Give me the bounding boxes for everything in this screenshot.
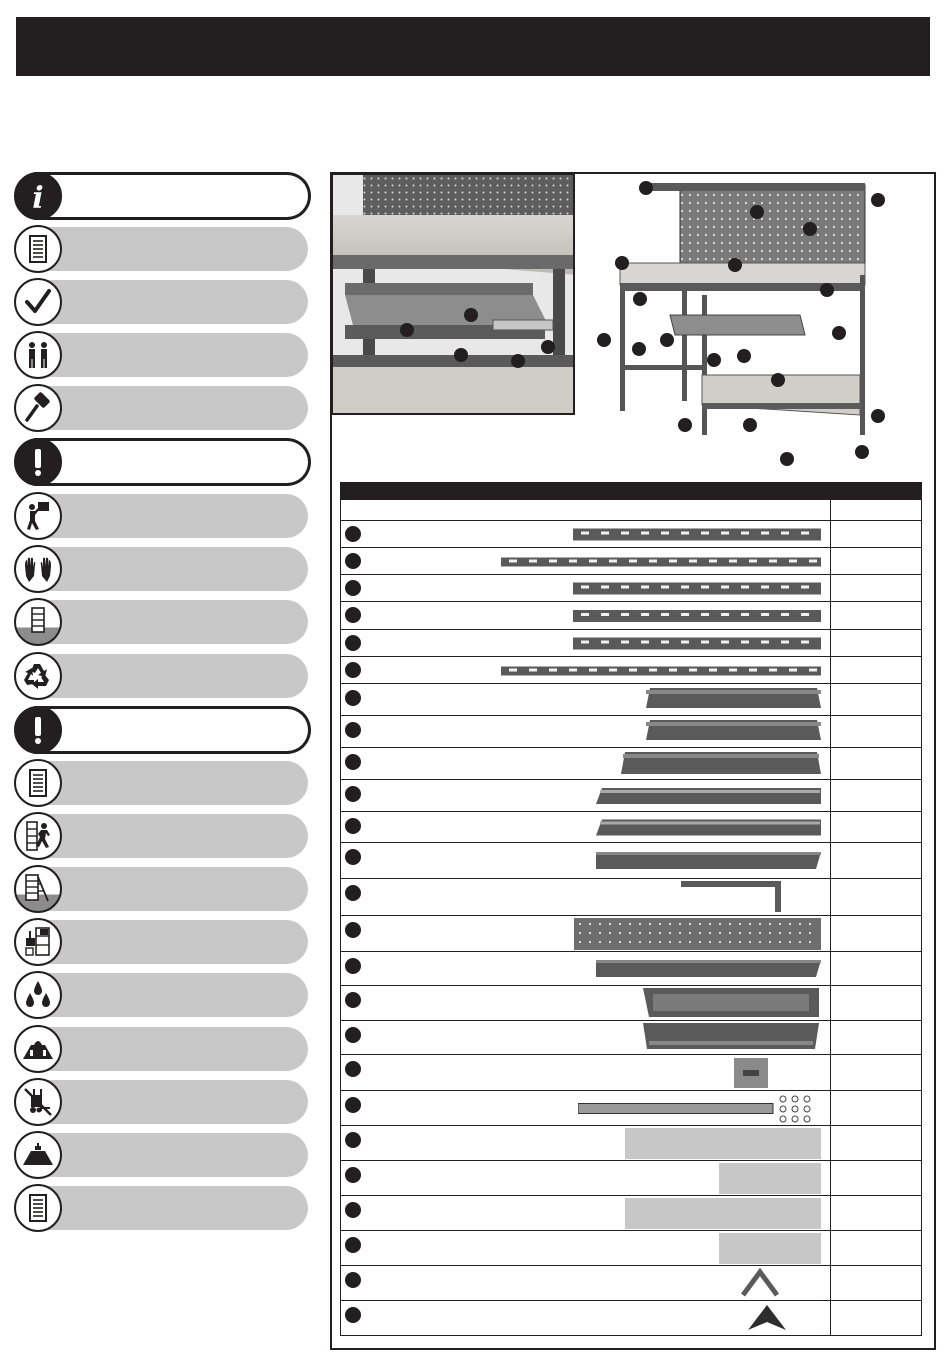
quantity-cell bbox=[831, 1055, 922, 1090]
table-row bbox=[340, 1021, 922, 1055]
table-row bbox=[340, 575, 922, 602]
part-illustration bbox=[596, 812, 821, 843]
quantity-cell bbox=[831, 1161, 922, 1195]
sidebar-item-two-people bbox=[14, 331, 308, 379]
part-number-marker bbox=[345, 786, 361, 802]
quantity-cell bbox=[831, 602, 922, 629]
table-row bbox=[340, 657, 922, 684]
table-row bbox=[340, 1231, 922, 1266]
shelf-floor-icon bbox=[14, 598, 62, 646]
part-number-marker bbox=[345, 958, 361, 974]
quantity-cell bbox=[831, 986, 922, 1020]
sidebar-item-document bbox=[14, 225, 308, 273]
sidebar-item-recycle bbox=[14, 652, 308, 700]
part-number-marker bbox=[345, 722, 361, 738]
part-number-marker bbox=[345, 818, 361, 834]
table-row bbox=[340, 521, 922, 548]
part-illustration bbox=[573, 575, 821, 602]
quantity-cell bbox=[831, 879, 922, 915]
part-number-marker bbox=[345, 662, 361, 678]
table-row bbox=[340, 1161, 922, 1196]
quantity-cell bbox=[831, 1301, 922, 1335]
sidebar-item-document-3 bbox=[14, 1184, 308, 1232]
mallet-icon bbox=[14, 384, 62, 432]
part-number-marker bbox=[345, 607, 361, 623]
sidebar-item-warning-2 bbox=[14, 706, 308, 754]
quantity-cell bbox=[831, 684, 922, 715]
sidebar-item-weight-on-shelf bbox=[14, 1131, 308, 1179]
part-illustration bbox=[573, 521, 821, 548]
weight-on-shelf-icon bbox=[14, 1131, 62, 1179]
uneven-floor-icon bbox=[14, 1025, 62, 1073]
part-number-marker bbox=[345, 635, 361, 651]
part-illustration bbox=[643, 1021, 819, 1055]
table-row bbox=[340, 716, 922, 748]
sidebar-item-shelf-floor bbox=[14, 598, 308, 646]
parts-table-header bbox=[340, 482, 922, 500]
part-number-marker bbox=[345, 922, 361, 938]
sidebar-item-load-distribution bbox=[14, 918, 308, 966]
part-number-marker bbox=[345, 580, 361, 596]
no-forklift-icon bbox=[14, 1078, 62, 1126]
quantity-cell bbox=[831, 716, 922, 747]
part-number-marker bbox=[345, 992, 361, 1008]
part-number-marker bbox=[345, 754, 361, 770]
quantity-cell bbox=[831, 952, 922, 985]
document-icon bbox=[14, 759, 62, 807]
document-icon bbox=[14, 1184, 62, 1232]
part-illustration bbox=[681, 879, 781, 916]
parts-table-subheader-row bbox=[340, 500, 922, 521]
part-illustration bbox=[625, 1126, 821, 1161]
quantity-cell bbox=[831, 916, 922, 951]
sidebar-item-mallet bbox=[14, 384, 308, 432]
part-illustration bbox=[501, 657, 821, 684]
part-illustration bbox=[621, 748, 821, 780]
sidebar-item-info bbox=[14, 172, 308, 220]
checkmark-icon bbox=[14, 278, 62, 326]
svg-text:i: i bbox=[32, 181, 44, 213]
table-row bbox=[340, 748, 922, 780]
water-drops-icon bbox=[14, 971, 62, 1019]
table-row bbox=[340, 1126, 922, 1161]
part-illustration bbox=[719, 1231, 821, 1266]
quantity-cell bbox=[831, 521, 922, 547]
part-illustration bbox=[573, 602, 821, 630]
part-number-marker bbox=[345, 849, 361, 865]
quantity-cell bbox=[831, 1231, 922, 1265]
part-number-marker bbox=[345, 1132, 361, 1148]
sidebar-item-ladder bbox=[14, 865, 308, 913]
table-row bbox=[340, 548, 922, 575]
sidebar-item-warning bbox=[14, 438, 308, 486]
table-row bbox=[340, 812, 922, 843]
part-illustration bbox=[646, 716, 821, 748]
quantity-cell bbox=[831, 1266, 922, 1300]
quantity-cell bbox=[831, 1021, 922, 1054]
header-bar bbox=[16, 17, 930, 76]
part-illustration bbox=[596, 780, 821, 812]
no-climbing-icon bbox=[14, 812, 62, 860]
sidebar-item-gloves bbox=[14, 545, 308, 593]
part-illustration bbox=[719, 1161, 821, 1196]
part-number-marker bbox=[345, 885, 361, 901]
quantity-cell bbox=[831, 748, 922, 779]
sidebar-item-lifting bbox=[14, 492, 308, 540]
table-row bbox=[340, 684, 922, 716]
part-number-marker bbox=[345, 1167, 361, 1183]
sidebar-item-check bbox=[14, 278, 308, 326]
quantity-cell bbox=[831, 812, 922, 842]
warning-icon bbox=[14, 438, 62, 486]
part-illustration bbox=[573, 630, 821, 657]
quantity-cell bbox=[831, 780, 922, 811]
table-row bbox=[340, 843, 922, 879]
part-illustration bbox=[739, 1266, 781, 1301]
part-illustration bbox=[578, 1091, 821, 1126]
quantity-cell bbox=[831, 630, 922, 656]
part-number-marker bbox=[345, 1027, 361, 1043]
part-number-marker bbox=[345, 526, 361, 542]
info-icon bbox=[14, 172, 62, 220]
part-illustration bbox=[501, 548, 821, 575]
quantity-cell bbox=[831, 548, 922, 574]
part-number-marker bbox=[345, 1307, 361, 1323]
table-row bbox=[340, 1091, 922, 1126]
quantity-cell bbox=[831, 1126, 922, 1160]
drawer-photo bbox=[331, 173, 575, 415]
warning-icon bbox=[14, 706, 62, 754]
sidebar-item-no-climbing bbox=[14, 812, 308, 860]
part-number-marker bbox=[345, 1202, 361, 1218]
part-number-marker bbox=[345, 553, 361, 569]
person-lifting-icon bbox=[14, 492, 62, 540]
table-row bbox=[340, 630, 922, 657]
part-number-marker bbox=[345, 690, 361, 706]
part-illustration bbox=[646, 684, 821, 716]
sidebar-item-document-2 bbox=[14, 759, 308, 807]
table-row bbox=[340, 916, 922, 952]
load-distribution-icon bbox=[14, 918, 62, 966]
quantity-cell bbox=[831, 657, 922, 683]
part-illustration bbox=[596, 843, 821, 879]
sidebar-item-no-forklift bbox=[14, 1078, 308, 1126]
part-number-marker bbox=[345, 1061, 361, 1077]
sidebar-item-water bbox=[14, 971, 308, 1019]
part-number-marker bbox=[345, 1237, 361, 1253]
table-row bbox=[340, 986, 922, 1021]
assembled-bench-diagram bbox=[590, 175, 930, 485]
document-icon bbox=[14, 225, 62, 273]
table-row bbox=[340, 952, 922, 986]
part-illustration bbox=[596, 952, 821, 986]
table-row bbox=[340, 1196, 922, 1231]
ladder-icon bbox=[14, 865, 62, 913]
quantity-cell bbox=[831, 843, 922, 878]
quantity-cell bbox=[831, 575, 922, 601]
recycle-icon bbox=[14, 652, 62, 700]
sidebar-item-uneven-floor bbox=[14, 1025, 308, 1073]
two-people-icon bbox=[14, 331, 62, 379]
table-row bbox=[340, 780, 922, 812]
part-illustration bbox=[746, 1301, 788, 1336]
quantity-cell bbox=[831, 1196, 922, 1230]
table-row bbox=[340, 1055, 922, 1091]
table-row bbox=[340, 602, 922, 630]
part-illustration bbox=[625, 1196, 821, 1231]
part-illustration bbox=[643, 986, 819, 1021]
table-row bbox=[340, 1301, 922, 1336]
quantity-cell bbox=[831, 1091, 922, 1125]
part-illustration bbox=[734, 1055, 768, 1091]
part-number-marker bbox=[345, 1272, 361, 1288]
gloves-icon bbox=[14, 545, 62, 593]
table-row bbox=[340, 879, 922, 916]
part-number-marker bbox=[345, 1097, 361, 1113]
table-row bbox=[340, 1266, 922, 1301]
part-illustration bbox=[574, 916, 821, 952]
